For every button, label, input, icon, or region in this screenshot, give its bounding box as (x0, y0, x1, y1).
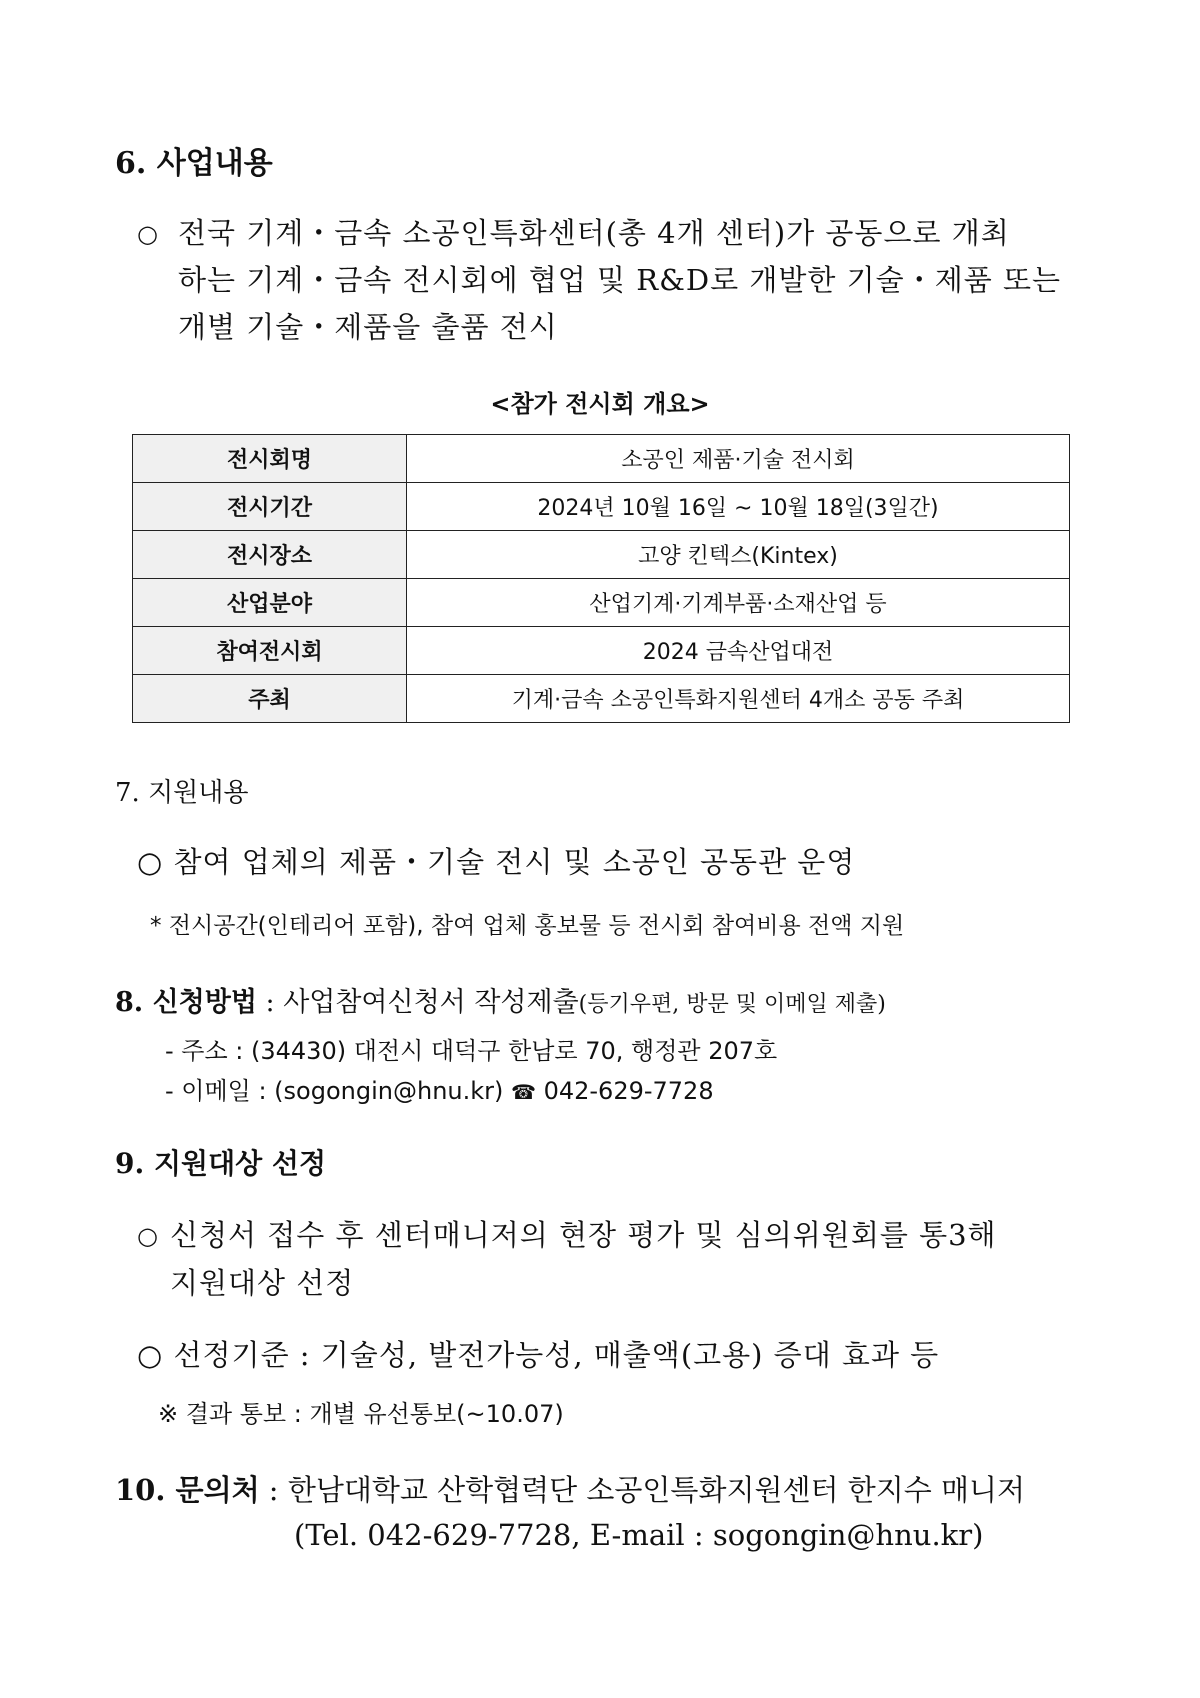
section-10-heading (115, 1468, 1025, 1509)
table-row (133, 675, 1070, 723)
section-7-title: 7. 지원내용 (115, 778, 249, 808)
section-6-line-1: 전국 기계・금속 소공인특화센터(총 4개 센터)가 공동으로 개최 (178, 216, 1010, 250)
section-9-title: 9. 지원대상 선정 (115, 1147, 327, 1180)
row-label: 주최 (133, 675, 407, 723)
row-value: 2024년 10월 16일 ~ 10월 18일(3일간) (407, 483, 1070, 531)
section-6-line-2: 하는 기계・금속 전시회에 협업 및 R&D로 개발한 기술・제품 또는 (178, 263, 1061, 297)
section-9-note: ※ 결과 통보 : 개별 유선통보(~10.07) (158, 1400, 564, 1428)
bullet-marker: ○ (137, 220, 158, 248)
section-8-email: - 이메일 : (sogongin@hnu.kr) (165, 1077, 504, 1105)
row-value: 기계·금속 소공인특화지원센터 4개소 공동 주최 (407, 675, 1070, 723)
section-7-bullet: ○ 참여 업체의 제품・기술 전시 및 소공인 공동관 운영 (137, 845, 856, 879)
row-label: 참여전시회 (133, 627, 407, 675)
table-row (133, 531, 1070, 579)
section-6-title: 6. 사업내용 (115, 146, 273, 181)
row-label: 전시기간 (133, 483, 407, 531)
row-value: 2024 금속산업대전 (407, 627, 1070, 675)
section-10-desc: 한남대학교 산학협력단 소공인특화지원센터 한지수 매니저 (287, 1473, 1026, 1507)
row-value: 고양 킨텍스(Kintex) (407, 531, 1070, 579)
row-label: 전시장소 (133, 531, 407, 579)
table-row (133, 435, 1070, 483)
section-10-colon: : (259, 1473, 288, 1507)
section-8-contact (165, 1071, 714, 1106)
section-8-heading (115, 980, 886, 1019)
section-8-address: - 주소 : (34430) 대전시 대덕구 한남로 70, 행정관 207호 (165, 1037, 778, 1065)
section-9-item-1-line-1: 신청서 접수 후 센터매니저의 현장 평가 및 심의위원회를 통3해 (170, 1218, 997, 1252)
section-9-item-2: ○ 선정기준 : 기술성, 발전가능성, 매출액(고용) 증대 효과 등 (137, 1338, 940, 1372)
phone-icon: ☎ (511, 1080, 536, 1104)
section-8-title: 8. 신청방법 (115, 987, 257, 1018)
section-8-desc-paren: (등기우편, 방문 및 이메일 제출) (578, 992, 886, 1017)
table-row (133, 579, 1070, 627)
section-10-title: 10. 문의처 (115, 1473, 260, 1507)
table-caption: <참가 전시회 개요> (490, 390, 710, 418)
row-value: 소공인 제품·기술 전시회 (407, 435, 1070, 483)
section-9-item-1-line-2: 지원대상 선정 (170, 1266, 355, 1300)
bullet-marker: ○ (137, 1222, 158, 1250)
section-6-line-3: 개별 기술・제품을 출품 전시 (178, 310, 558, 344)
exhibition-overview-table (132, 434, 1070, 723)
table-row (133, 627, 1070, 675)
section-7-note: * 전시공간(인테리어 포함), 참여 업체 홍보물 등 전시회 참여비용 전액 지원 (150, 913, 905, 939)
row-label: 산업분야 (133, 579, 407, 627)
section-8-colon: : (256, 987, 284, 1018)
row-label: 전시회명 (133, 435, 407, 483)
section-8-phone: 042-629-7728 (543, 1077, 714, 1105)
row-value: 산업기계·기계부품·소재산업 등 (407, 579, 1070, 627)
table-row (133, 483, 1070, 531)
section-8-desc: 사업참여신청서 작성제출 (283, 987, 579, 1018)
section-10-contact: (Tel. 042-629-7728, E-mail : sogongin@hnu.kr) (294, 1518, 984, 1552)
